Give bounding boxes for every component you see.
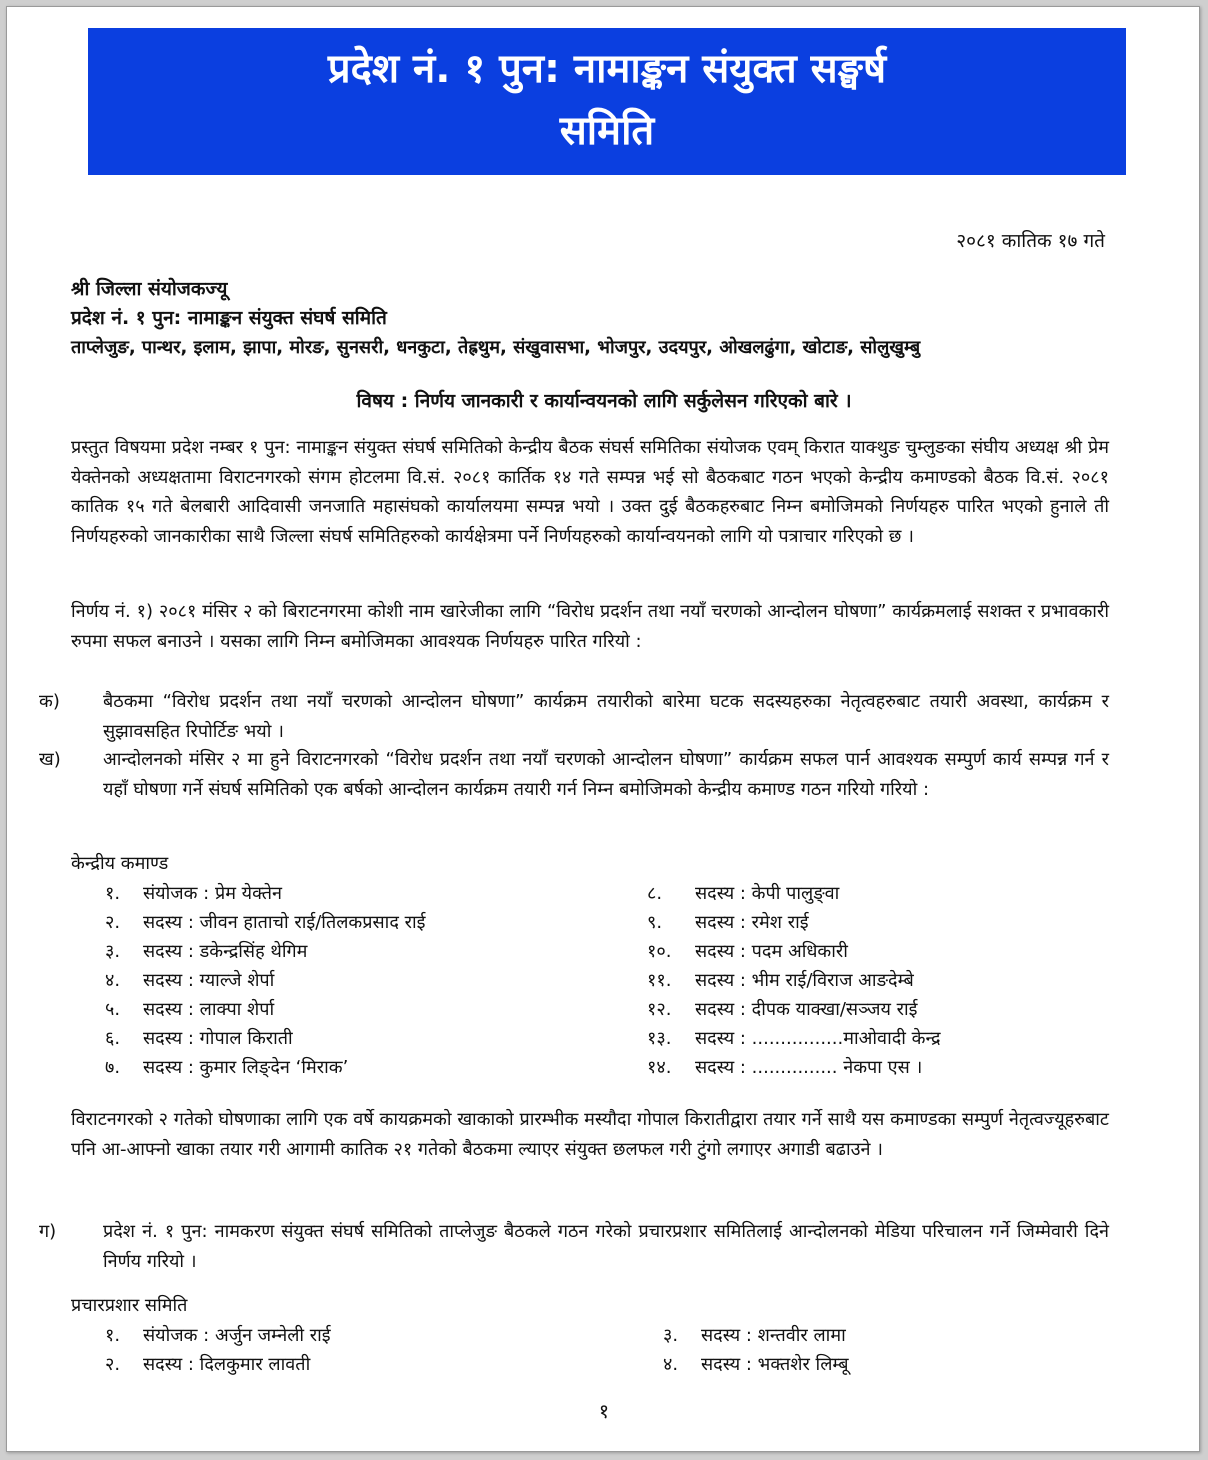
list-item: ७. सदस्य : कुमार लिङ्देन ‘मिराक’: [105, 1057, 349, 1078]
command-heading: केन्द्रीय कमाण्ड: [71, 853, 169, 874]
list-item: ३. सदस्य : शन्तवीर लामा: [663, 1325, 846, 1346]
list-item: १०. सदस्य : पदम अधिकारी: [647, 941, 848, 962]
letter-date: २०८१ कातिक १७ गते: [956, 230, 1105, 252]
item-text: बैठकमा “विरोध प्रदर्शन तथा नयाँ चरणको आन्दोलन घोषणा” कार्यक्रम तयारीको बारेमा घटक सदस्यहरुका नेतृत्वहरुबाट तयारी अवस्था, कार्यक्रम र सुझावसहित रिपोर्टिङ भयो ।: [103, 691, 1109, 742]
list-item: ६. सदस्य : गोपाल किराती: [105, 1028, 293, 1049]
recipient-line: प्रदेश नं. १ पुन: नामाङ्कन संयुक्त संघर्ष समिति: [71, 307, 387, 329]
list-item: १२. सदस्य : दीपक याक्खा/सञ्जय राई: [647, 999, 918, 1020]
page-number: १: [598, 1399, 610, 1423]
list-item: १३. सदस्य : ................माओवादी केन्द्र: [647, 1028, 941, 1049]
intro-paragraph: प्रस्तुत विषयमा प्रदेश नम्बर १ पुन: नामाङ्कन संयुक्त संघर्ष समितिको केन्द्रीय बैठक संघर्स समितिका संयोजक एवम् किरात याक्थुङ चुम्लुङका संघीय अध्यक्ष श्री प्रेम येक्तेनको अध्यक्षतामा विराटनगरको संगम होटलमा वि.सं. २०८१ कार्तिक १४ गते सम्पन्न भई सो बैठकबाट गठन भएको केन्द्रीय कमाण्डको बैठक वि.सं. २०८१ कातिक १५ गते बेलबारी आदिवासी जनजाति महासंघको कार्यालयमा सम्पन्न भयो । उक्त दुई बैठकहरुबाट निम्न बमोजिमको निर्णयहरु पारित भएको हुनाले ती निर्णयहरुको जानकारीका साथै जिल्ला संघर्ष समितिहरुको कार्यक्षेत्रमा पर्ने निर्णयहरुको कार्यान्वयनको लागि यो पत्राचार गरिएको छ ।: [71, 437, 1109, 547]
decision-item-ga: [39, 1217, 1109, 1276]
list-item: १. संयोजक : प्रेम येक्तेन: [105, 883, 283, 904]
item-text: प्रदेश नं. १ पुन: नामकरण संयुक्त संघर्ष समितिको ताप्लेजुङ बैठकले गठन गरेको प्रचारप्रशार समितिलाई आन्दोलनको मेडिया परिचालन गर्ने जिम्मेवारी दिने निर्णय गरियो ।: [103, 1221, 1109, 1272]
publicity-list-left: [105, 1321, 331, 1379]
list-item: ८. सदस्य : केपी पालुङ्वा: [647, 883, 840, 904]
list-item: २. सदस्य : दिलकुमार लावती: [105, 1354, 311, 1375]
list-item: १४. सदस्य : ............... नेकपा एस ।: [647, 1057, 923, 1078]
item-marker: ग): [39, 1221, 57, 1242]
list-item: ३. सदस्य : डकेन्द्रसिंह थेगिम: [105, 941, 308, 962]
list-item: ४. सदस्य : भक्तशेर लिम्बू: [663, 1354, 849, 1375]
post-command-paragraph: विराटनगरको २ गतेको घोषणाका लागि एक वर्षे कायक्रमको खाकाको प्रारम्भीक मस्यौदा गोपाल किरातीद्वारा तयार गर्ने साथै यस कमाण्डका सम्पुर्ण नेतृत्वज्यूहरुबाट पनि आ-आफ्नो खाका तयार गरी आगामी कातिक २१ गतेको बैठकमा ल्याएर संयुक्त छलफल गरी टुंगो लगाएर अगाडी बढाउने ।: [71, 1109, 1109, 1160]
letter-subject: विषय : निर्णय जानकारी र कार्यान्वयनको लागि सर्कुलेसन गरिएको बारे ।: [356, 390, 852, 412]
list-item: ४. सदस्य : ग्याल्जे शेर्पा: [105, 970, 275, 991]
banner-title-line1: प्रदेश नं. १ पुन: नामाङ्कन संयुक्त सङ्घर्ष: [327, 46, 887, 92]
list-item: १. संयोजक : अर्जुन जम्नेली राई: [105, 1325, 331, 1346]
list-item: ११. सदस्य : भीम राई/विराज आङदेम्बे: [647, 970, 914, 991]
header-banner: [88, 28, 1126, 175]
item-marker: ख): [39, 749, 61, 770]
item-marker: क): [39, 691, 60, 712]
banner-title-line2: समिति: [559, 108, 655, 154]
command-list-right: [647, 879, 941, 1082]
recipient-address: [71, 275, 920, 362]
list-item: २. सदस्य : जीवन हाताचो राई/तिलकप्रसाद राई: [105, 912, 426, 933]
publicity-heading: प्रचारप्रशार समिति: [71, 1295, 188, 1316]
item-text: आन्दोलनको मंसिर २ मा हुने विराटनगरको “विरोध प्रदर्शन तथा नयाँ चरणको आन्दोलन घोषणा” कार्यक्रम सफल पार्न आवश्यक सम्पुर्ण कार्य सम्पन्न गर्न र यहाँ घोषणा गर्ने संघर्ष समितिको एक बर्षको आन्दोलन कार्यक्रम तयारी गर्न निम्न बमोजिमको केन्द्रीय कमाण्ड गठन गरियो गरियो :: [103, 749, 1109, 800]
decision-1-paragraph: निर्णय नं. १) २०८१ मंसिर २ को बिराटनगरमा कोशी नाम खारेजीका लागि “विरोध प्रदर्शन तथा नयाँ चरणको आन्दोलन घोषणा” कार्यक्रमलाई सशक्त र प्रभावकारी रुपमा सफल बनाउने । यसका लागि निम्न बमोजिमका आवश्यक निर्णयहरु पारित गरियो :: [71, 601, 1109, 652]
decision-item-ka: [39, 687, 1109, 746]
recipient-districts: ताप्लेजुङ, पान्थर, इलाम, झापा, मोरङ, सुनसरी, धनकुटा, तेह्रथुम, संखुवासभा, भोजपुर, उदयपुर, ओखलढुंगा, खोटाङ, सोलुखुम्बु: [71, 337, 921, 358]
list-item: ५. सदस्य : लाक्पा शेर्पा: [105, 999, 275, 1020]
command-list-left: [105, 879, 425, 1082]
recipient-line: श्री जिल्ला संयोजकज्यू: [71, 278, 228, 300]
list-item: ९. सदस्य : रमेश राई: [647, 912, 809, 933]
decision-item-kha: [39, 745, 1109, 804]
document-page: [6, 6, 1200, 1452]
publicity-list-right: [663, 1321, 849, 1379]
